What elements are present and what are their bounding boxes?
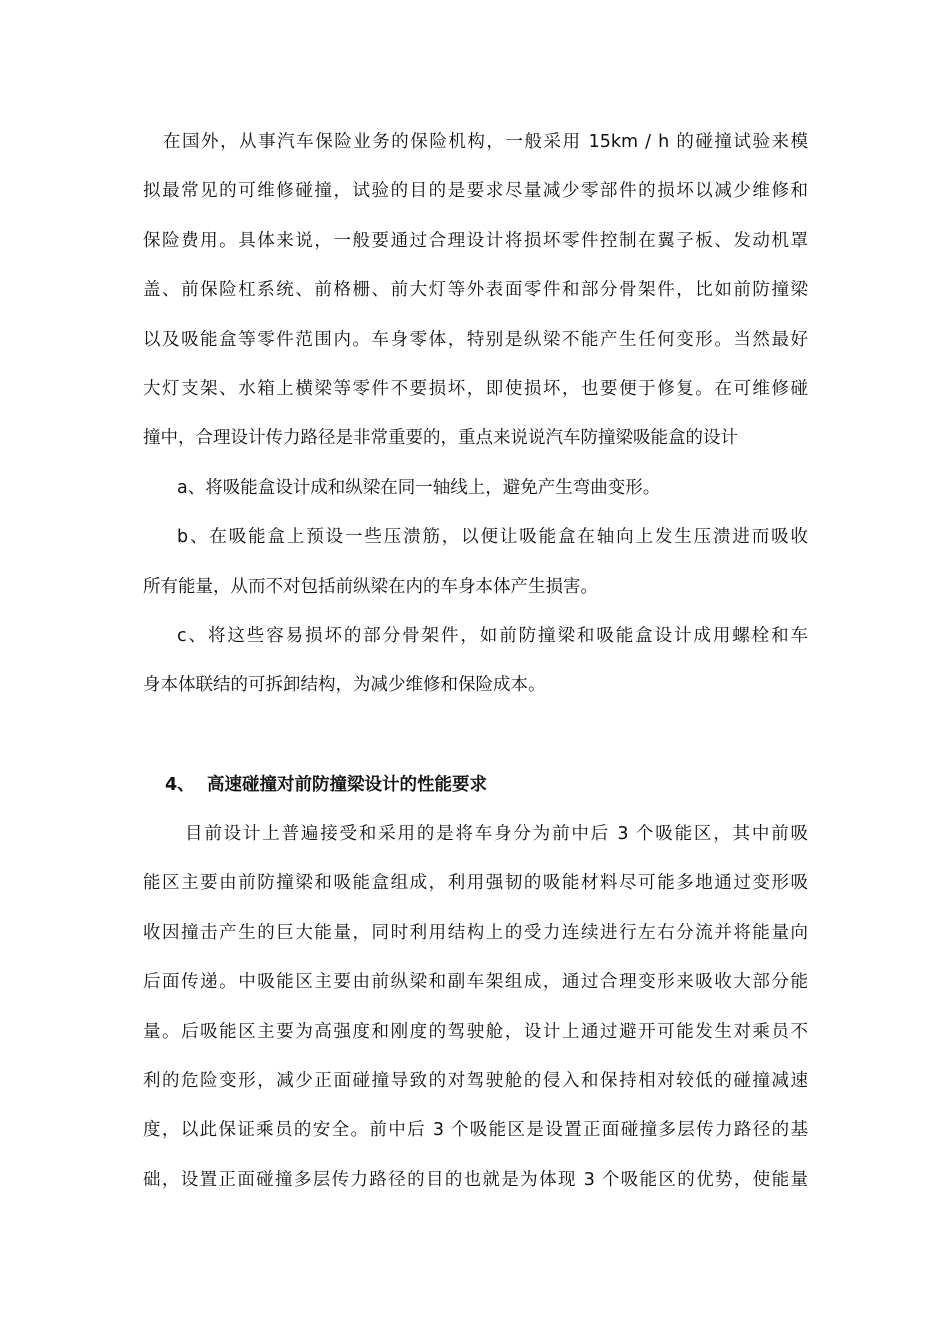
text-line: 拟最常见的可维修碰撞，试验的目的是要求尽量减少零部件的损坏以减少维修和	[143, 181, 808, 202]
section-title: 高速碰撞对前防撞梁设计的性能要求	[207, 774, 487, 795]
text-line: 保险费用。具体来说，一般要通过合理设计将损坏零件控制在翼子板、发动机罩	[143, 230, 808, 251]
text-line: 所有能量，从而不对包括前纵梁在内的车身本体产生损害。	[143, 576, 598, 597]
text-line: 撞中，合理设计传力路径是非常重要的，重点来说说汽车防撞梁吸能盒的设计	[143, 428, 738, 449]
paragraph-repairable-collision	[143, 118, 808, 464]
text-line: 利的危险变形，减少正面碰撞导致的对驾驶舱的侵入和保持相对较低的碰撞减速	[143, 1071, 808, 1092]
text-line: a、将吸能盒设计成和纵梁在同一轴线上，避免产生弯曲变形。	[177, 477, 661, 498]
text-line: 以及吸能盒等零件范围内。车身零体，特别是纵梁不能产生任何变形。当然最好	[143, 329, 808, 350]
text-line: b、在吸能盒上预设一些压溃筋，以便让吸能盒在轴向上发生压溃进而吸收	[177, 527, 808, 548]
text-line: 身本体联结的可拆卸结构，为减少维修和保险成本。	[143, 675, 546, 696]
text-line: 础，设置正面碰撞多层传力路径的目的也就是为体现 3 个吸能区的优势，使能量	[143, 1169, 808, 1190]
text-line: 度，以此保证乘员的安全。前中后 3 个吸能区是设置正面碰撞多层传力路径的基	[143, 1120, 808, 1141]
text-line: 在国外，从事汽车保险业务的保险机构，一般采用 15km / h 的碰撞试验来模	[163, 132, 808, 152]
text-line: 后面传递。中吸能区主要由前纵梁和副车架组成，通过合理变形来吸收大部分能	[143, 972, 808, 993]
text-line: 量。后吸能区主要为高强度和刚度的驾驶舱，设计上通过避开可能发生对乘员不	[143, 1021, 808, 1042]
text-line: 能区主要由前防撞梁和吸能盒组成，利用强韧的吸能材料尽可能多地通过变形吸	[143, 873, 808, 894]
text-line: c、将这些容易损坏的部分骨架件，如前防撞梁和吸能盒设计成用螺栓和车	[177, 625, 808, 646]
paragraph-energy-zones	[143, 810, 808, 1205]
list-item-a	[143, 464, 808, 513]
list-item-c	[143, 612, 808, 711]
text-line: 收因撞击产生的巨大能量，同时利用结构上的受力连续进行左右分流并将能量向	[143, 922, 808, 943]
text-line: 盖、前保险杠系统、前格栅、前大灯等外表面零件和部分骨架件，比如前防撞梁	[143, 280, 808, 301]
section-number: 4、	[165, 774, 195, 795]
text-line: 目前设计上普遍接受和采用的是将车身分为前中后 3 个吸能区，其中前吸	[185, 824, 808, 845]
list-item-b	[143, 513, 808, 612]
section-heading	[143, 761, 808, 810]
section-spacer	[143, 711, 808, 761]
text-line: 大灯支架、水箱上横梁等零件不要损坏，即使损坏，也要便于修复。在可维修碰	[143, 378, 808, 399]
document-body	[143, 118, 808, 1205]
